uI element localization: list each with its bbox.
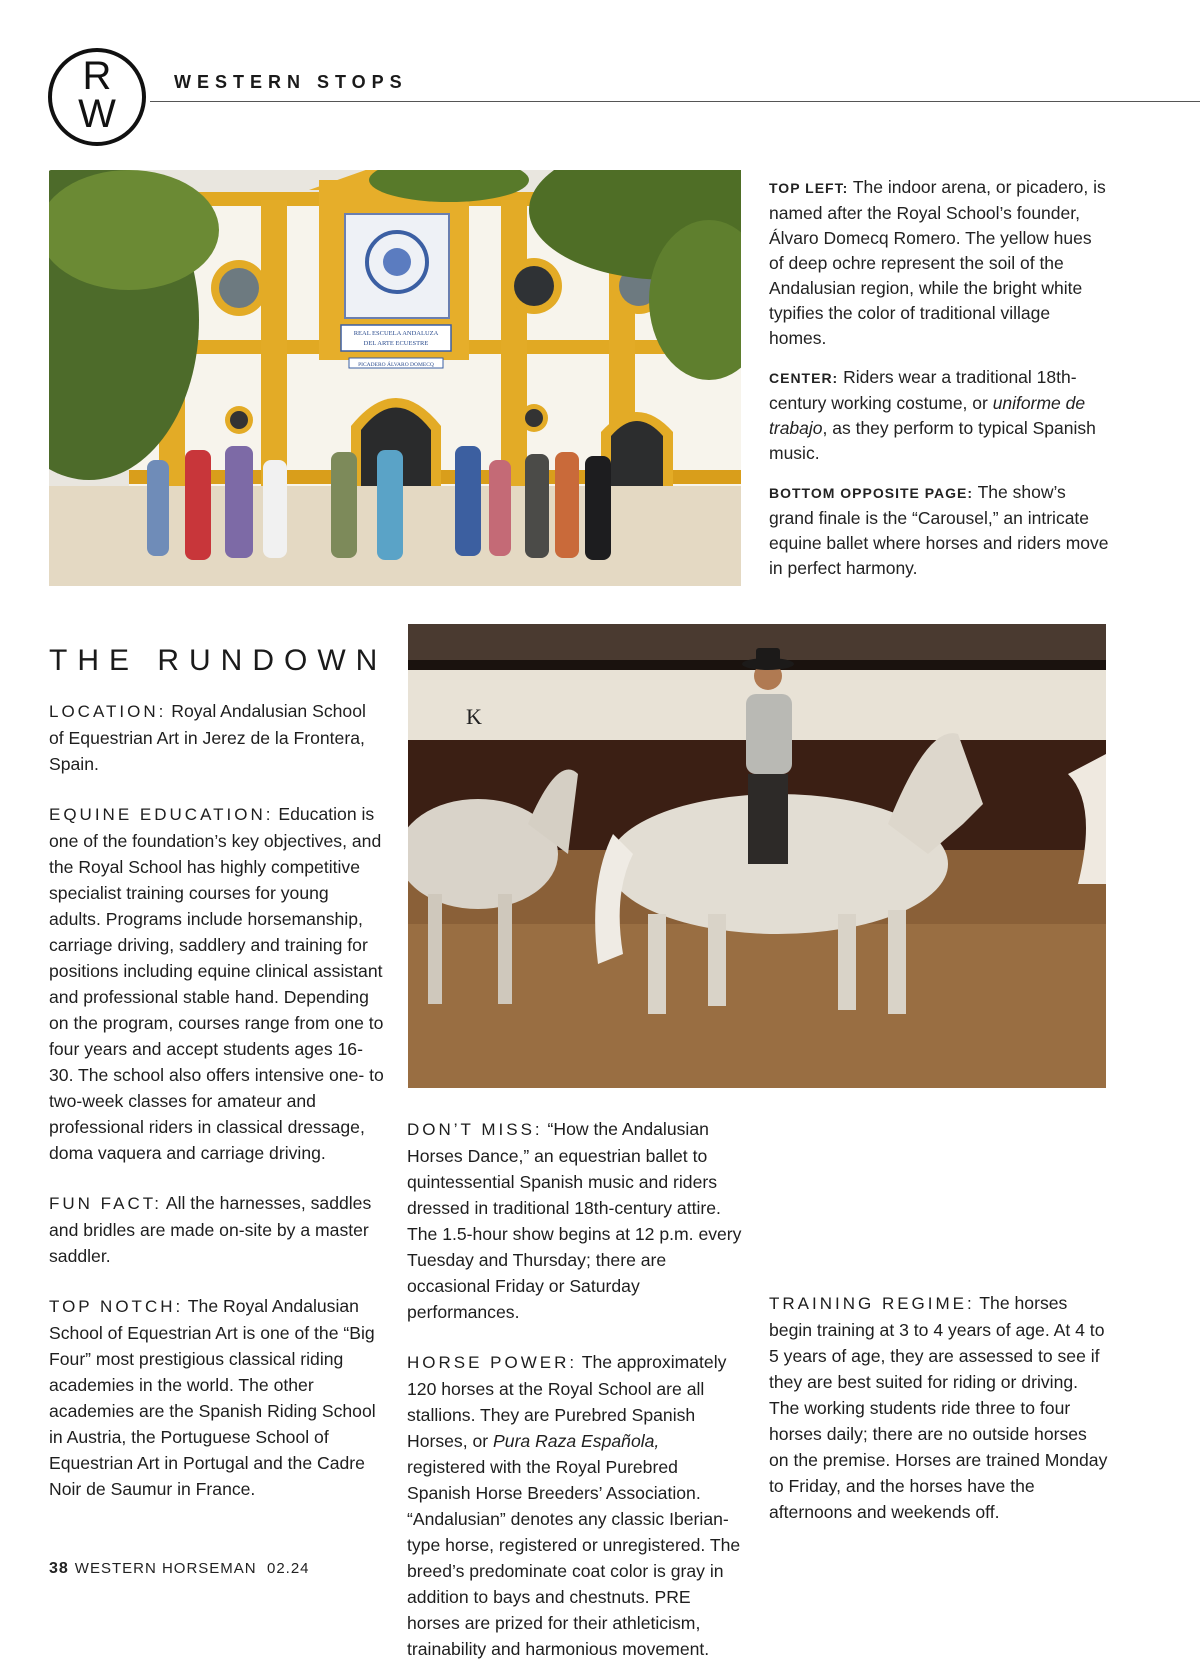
caption-label: BOTTOM OPPOSITE PAGE: <box>769 485 974 501</box>
entry-label: TOP NOTCH: <box>49 1297 184 1316</box>
arena-letter: K <box>466 704 482 729</box>
entry-text: The approximately 120 horses at the Royal School are all stallions. They are Purebred Spanish Horses, or <box>407 1352 727 1451</box>
entry-label: LOCATION: <box>49 702 167 721</box>
caption-text: The indoor arena, or picadero, is named after the Royal School’s founder, Álvaro Domecq Romero. The yellow hues of deep ochre represent the soil of the Andalusian region, while the bright white typifies the color of traditional village homes. <box>769 177 1106 348</box>
photo-horse-arena <box>408 624 1106 1088</box>
rw-logo <box>48 48 146 146</box>
page-footer <box>49 1560 310 1578</box>
rundown-fun-fact <box>49 1190 385 1269</box>
caption-label: CENTER: <box>769 370 839 386</box>
entry-text: Royal Andalusian School of Equestrian Art in Jerez de la Frontera, Spain. <box>49 701 366 774</box>
entry-label: DON’T MISS: <box>407 1120 543 1139</box>
rundown-top-notch <box>49 1293 385 1502</box>
logo-letter-w: W <box>78 92 116 136</box>
rundown-training-regime <box>769 1290 1109 1525</box>
sign-line-3: PICADERO ÁLVARO DOMECQ <box>358 362 434 368</box>
entry-label: EQUINE EDUCATION: <box>49 805 274 824</box>
rundown-horse-power <box>407 1349 742 1662</box>
rundown-dont-miss <box>407 1116 742 1325</box>
entry-text: registered with the Royal Purebred Spanish Horse Breeders’ Association. “Andalusian” denotes any classic Iberian-type horse, registered or unregistered. The breed’s predominate coat color is gray in addition to bays and chestnuts. PRE horses are prized for their athleticism, trainability and harmonious movement. <box>407 1457 741 1659</box>
entry-italic: Pura Raza Española, <box>493 1431 660 1451</box>
entry-text: The horses begin training at 3 to 4 years of age. At 4 to 5 years of age, they are assessed to see if they are best suited for riding or driving. The working students ride three to four horses daily; there are no outside horses on the premise. Horses are trained Monday to Friday, and the horses have the afternoons and weekends off. <box>769 1293 1108 1522</box>
header-rule <box>150 101 1200 102</box>
caption-italic: uniforme de trabajo <box>769 393 1086 438</box>
sign-line-2: DEL ARTE ECUESTRE <box>363 340 429 347</box>
entry-text: Education is one of the foundation’s key objectives, and the Royal School has highly competitive specialist training courses for young adults. Programs include horsemanship, carriage driving, saddlery and training for positions including equine clinical assistant and professional stable hand. Depending on the program, courses range from one to four years and accept students ages 16-30. The school also offers intensive one- to two-week classes for amateur and professional riders in classical dressage, doma vaquera and carriage driving. <box>49 804 384 1163</box>
caption-text: The show’s grand finale is the “Carousel,” an intricate equine ballet where horses and riders move in perfect harmony. <box>769 482 1109 578</box>
entry-label: TRAINING REGIME: <box>769 1294 975 1313</box>
photo-captions <box>769 175 1109 595</box>
horse-illustration <box>408 624 1106 1088</box>
building-illustration <box>49 170 741 586</box>
rundown-equine-education <box>49 801 385 1166</box>
entry-label: FUN FACT: <box>49 1194 162 1213</box>
publication-name: WESTERN HORSEMAN <box>74 1560 257 1577</box>
section-title: WESTERN STOPS <box>174 72 408 92</box>
entry-text: All the harnesses, saddles and bridles are made on-site by a master saddler. <box>49 1193 372 1266</box>
logo-letter-r: R <box>82 54 112 98</box>
issue-date: 02.24 <box>266 1560 310 1577</box>
rundown-heading: THE RUNDOWN <box>49 644 388 677</box>
rundown-column-1 <box>49 698 385 1526</box>
caption-center <box>769 365 1109 466</box>
entry-text: The Royal Andalusian School of Equestrian Art is one of the “Big Four” most prestigious classical riding academies in the world. The other academies are the Spanish Riding School in Austria, the Portuguese School of Equestrian Art in Portugal and the Cadre Noir de Saumur in France. <box>49 1296 376 1499</box>
entry-text: “How the Andalusian Horses Dance,” an equestrian ballet to quintessential Spanish music and riders dressed in traditional 18th-century attire. The 1.5-hour show begins at 12 p.m. every Tuesday and Thursday; there are occasional Friday or Saturday performances. <box>407 1119 742 1322</box>
page-number: 38 <box>49 1560 69 1577</box>
photo-building-courtyard <box>49 170 741 586</box>
caption-text: , as they perform to typical Spanish music. <box>769 418 1096 463</box>
caption-top-left <box>769 175 1109 351</box>
caption-text: Riders wear a traditional 18th-century working costume, or <box>769 367 1077 413</box>
rundown-column-2 <box>407 1116 742 1662</box>
sign-line-1: REAL ESCUELA ANDALUZA <box>353 330 439 337</box>
caption-bottom-opposite <box>769 480 1109 581</box>
entry-label: HORSE POWER: <box>407 1353 578 1372</box>
rundown-column-3 <box>769 1290 1109 1549</box>
caption-label: TOP LEFT: <box>769 180 849 196</box>
rundown-location <box>49 698 385 777</box>
